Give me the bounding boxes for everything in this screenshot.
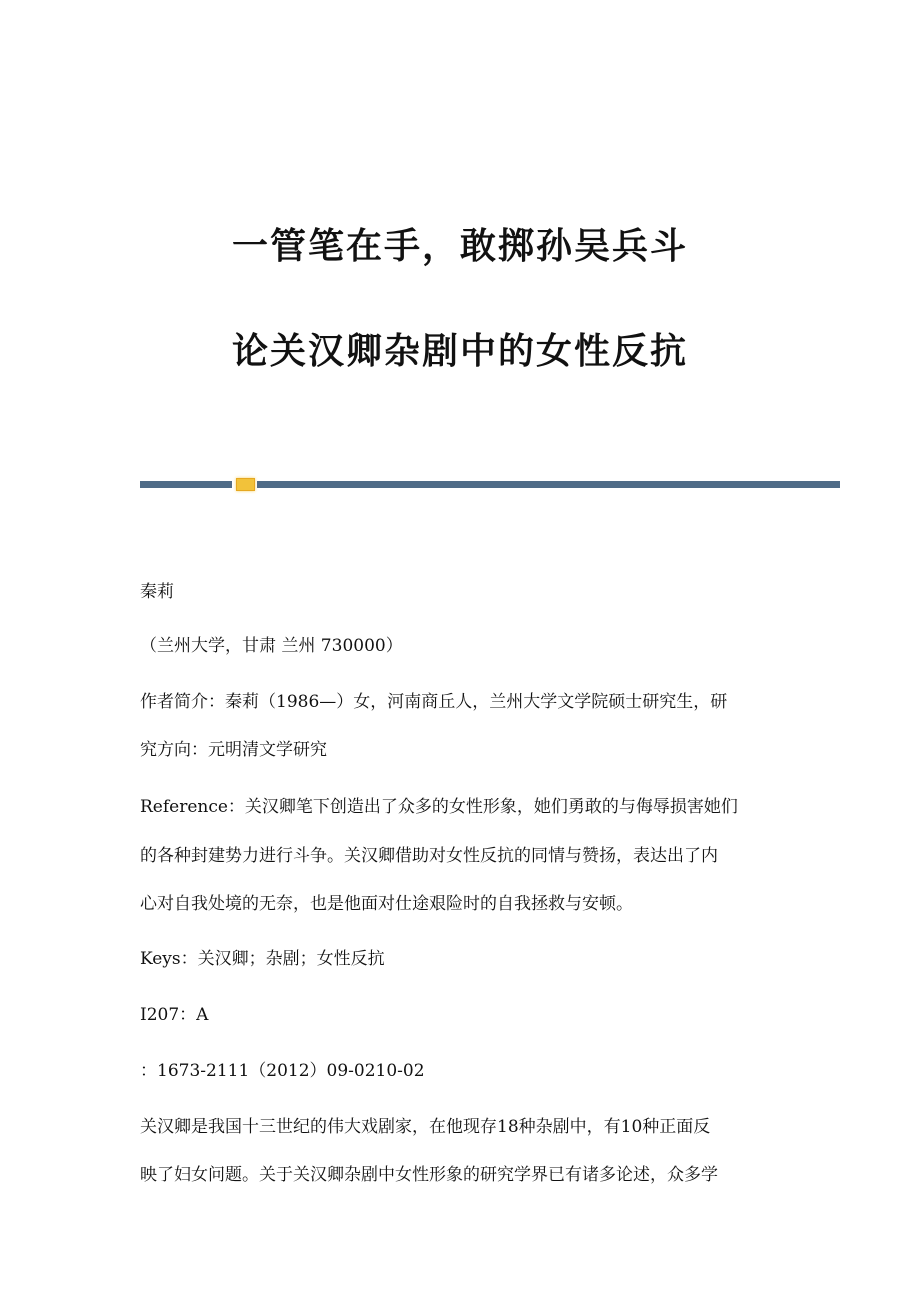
abstract-line: Reference：关汉卿笔下创造出了众多的女性形象，她们勇敢的与侮辱损害她们 — [140, 797, 738, 817]
body-line: 关汉卿是我国十三世纪的伟大戏剧家，在他现存18种杂剧中，有10种正面反 — [140, 1117, 711, 1137]
classification: I207：A — [140, 1005, 209, 1025]
abstract-line: 心对自我处境的无奈，也是他面对仕途艰险时的自我拯救与安顿。 — [140, 894, 633, 914]
title-line-1: 一管笔在手，敢掷孙吴兵斗 — [231, 226, 688, 267]
body-line: 映了妇女问题。关于关汉卿杂剧中女性形象的研究学界已有诸多论述，众多学 — [140, 1165, 718, 1185]
bio-line: 究方向：元明清文学研究 — [140, 740, 327, 760]
divider-ornament-icon — [236, 478, 255, 491]
bio-line: 作者简介：秦莉（1986—）女，河南商丘人，兰州大学文学院硕士研究生，研 — [140, 692, 728, 712]
author: 秦莉 — [140, 582, 174, 602]
title-line-2: 论关汉卿杂剧中的女性反抗 — [231, 331, 688, 372]
affiliation: （兰州大学，甘肃 兰州 730000） — [140, 636, 403, 656]
abstract-line: 的各种封建势力进行斗争。关汉卿借助对女性反抗的同情与赞扬，表达出了内 — [140, 846, 718, 866]
issn: ：1673-2111（2012）09-0210-02 — [140, 1061, 425, 1081]
divider-left — [140, 481, 232, 488]
divider-right — [257, 481, 840, 488]
keywords: Keys：关汉卿；杂剧；女性反抗 — [140, 949, 385, 969]
